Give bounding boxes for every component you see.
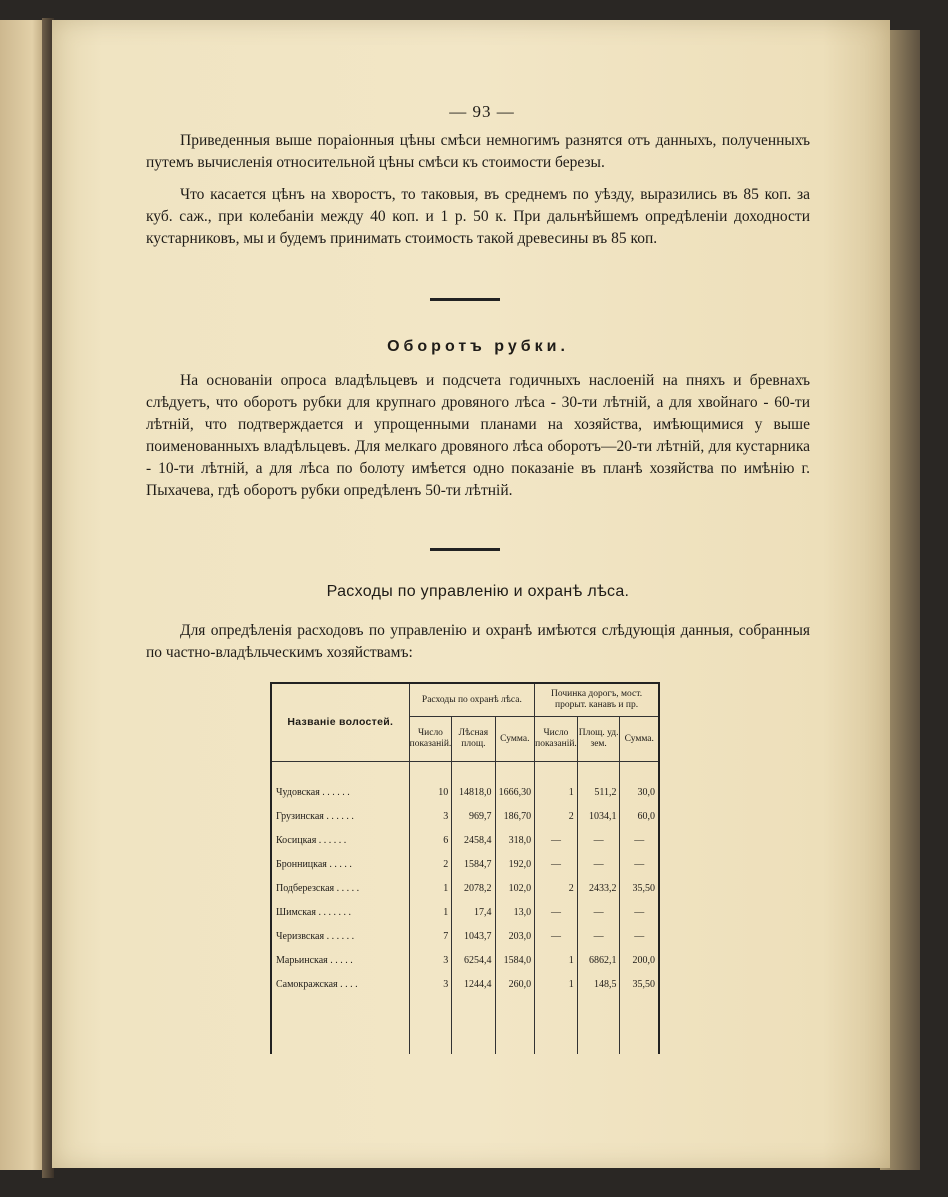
header-count-1: Число показаній. (409, 717, 452, 762)
row-sum-1: 1666,30 (495, 780, 535, 804)
row-land-area: 1034,1 (577, 804, 620, 828)
row-count-2: 1 (535, 780, 578, 804)
row-sum-2: 200,0 (620, 948, 659, 972)
section-divider-1 (430, 298, 500, 301)
row-sum-1: 318,0 (495, 828, 535, 852)
row-district-name: Грузинская . . . . . . (276, 810, 354, 822)
table-row (271, 972, 659, 996)
row-sum-2: — (620, 900, 659, 924)
header-sum-2: Сумма. (620, 717, 659, 762)
row-count-1: 3 (409, 948, 452, 972)
row-count-2: — (535, 924, 578, 948)
row-count-2: 1 (535, 972, 578, 996)
row-sum-2: 35,50 (620, 972, 659, 996)
row-count-1: 6 (409, 828, 452, 852)
table-row (271, 828, 659, 852)
row-sum-1: 1584,0 (495, 948, 535, 972)
row-district-name: Косицкая . . . . . . (276, 834, 347, 846)
row-count-1: 10 (409, 780, 452, 804)
table-row (271, 852, 659, 876)
table-row (271, 948, 659, 972)
row-count-2: 1 (535, 948, 578, 972)
header-district: Названіе волостей. (271, 683, 409, 762)
row-forest-area: 1244,4 (452, 972, 495, 996)
paragraph-3: На основаніи опроса владѣльцевъ и подсчета годичныхъ наслоеній на пняхъ и бревнахъ слѣдуетъ, что оборотъ рубки для крупнаго дровяного лѣса - 30-ти лѣтній, а для хвойнаго - 60-ти лѣтній, что подтверждается и упрощенными планами на хозяйства, имѣющимися у выше поименованныхъ владѣльцевъ. Для мелкаго дровяного лѣса оборотъ—20-ти лѣтній, для кустарника - 10-ти лѣтній, а для лѣса по болоту имѣется одно показаніе въ планѣ хозяйства по имѣнію г. Пыхачева, гдѣ оборотъ рубки опредѣленъ 50-ти лѣтній. (146, 372, 810, 499)
book-page (52, 20, 890, 1168)
row-count-2: — (535, 900, 578, 924)
row-forest-area: 969,7 (452, 804, 495, 828)
header-group-protection: Расходы по охранѣ лѣса. (409, 683, 535, 717)
row-district-name: Шимская . . . . . . . (276, 906, 351, 918)
row-district-name: Марьинская . . . . . (276, 954, 353, 966)
table-row (271, 876, 659, 900)
row-land-area: 6862,1 (577, 948, 620, 972)
table-row (271, 780, 659, 804)
row-district-name: Чудовская . . . . . . (276, 786, 350, 798)
row-land-area: — (577, 924, 620, 948)
table-row (271, 900, 659, 924)
row-count-1: 2 (409, 852, 452, 876)
row-sum-2: 60,0 (620, 804, 659, 828)
row-sum-1: 13,0 (495, 900, 535, 924)
row-forest-area: 1043,7 (452, 924, 495, 948)
row-land-area: 511,2 (577, 780, 620, 804)
row-forest-area: 6254,4 (452, 948, 495, 972)
row-sum-2: 35,50 (620, 876, 659, 900)
section-divider-2 (430, 548, 500, 551)
header-land-area: Площ. уд. зем. (577, 717, 620, 762)
row-land-area: 2433,2 (577, 876, 620, 900)
row-sum-1: 192,0 (495, 852, 535, 876)
row-count-1: 3 (409, 972, 452, 996)
row-sum-2: — (620, 852, 659, 876)
row-forest-area: 17,4 (452, 900, 495, 924)
page-number: — 93 — (449, 102, 515, 121)
row-count-2: 2 (535, 804, 578, 828)
heading-rotation: Оборотъ рубки. (387, 338, 569, 355)
row-count-2: — (535, 828, 578, 852)
row-forest-area: 2458,4 (452, 828, 495, 852)
row-count-2: — (535, 852, 578, 876)
row-sum-1: 186,70 (495, 804, 535, 828)
header-forest-area: Лѣсная площ. (452, 717, 495, 762)
row-forest-area: 1584,7 (452, 852, 495, 876)
row-count-1: 7 (409, 924, 452, 948)
facing-page-edge (0, 20, 46, 1170)
row-sum-1: 260,0 (495, 972, 535, 996)
row-district-name: Самокражская . . . . (276, 978, 358, 990)
header-sum-1: Сумма. (495, 717, 535, 762)
header-group-repair: Починка дорогъ, мост. прорыт. канавъ и пр. (535, 683, 659, 717)
row-sum-1: 102,0 (495, 876, 535, 900)
row-count-1: 3 (409, 804, 452, 828)
row-land-area: 148,5 (577, 972, 620, 996)
paragraph-2: Что касается цѣнъ на хворостъ, то таковыя, въ среднемъ по уѣзду, выразились въ 85 коп. за куб. саж., при колебаніи между 40 коп. и 1 р. 50 к. При дальнѣйшемъ опредѣленіи доходности кустарниковъ, мы и будемъ принимать стоимость такой древесины въ 85 коп. (146, 186, 810, 247)
row-count-1: 1 (409, 876, 452, 900)
row-count-1: 1 (409, 900, 452, 924)
row-land-area: — (577, 828, 620, 852)
paragraph-1: Приведенныя выше пораіонныя цѣны смѣси немногимъ разнятся отъ данныхъ, полученныхъ путемъ вычисленія относительной цѣны смѣси къ стоимости березы. (146, 132, 810, 171)
row-sum-2: — (620, 924, 659, 948)
table-row (271, 924, 659, 948)
table-row (271, 804, 659, 828)
row-forest-area: 14818,0 (452, 780, 495, 804)
row-count-2: 2 (535, 876, 578, 900)
row-district-name: Бронницкая . . . . . (276, 858, 352, 870)
row-land-area: — (577, 900, 620, 924)
row-sum-1: 203,0 (495, 924, 535, 948)
row-sum-2: — (620, 828, 659, 852)
heading-expenses: Расходы по управленію и охранѣ лѣса. (326, 583, 630, 600)
row-forest-area: 2078,2 (452, 876, 495, 900)
paragraph-4: Для опредѣленія расходовъ по управленію и охранѣ имѣются слѣдующія данныя, собранныя по частно-владѣльческимъ хозяйствамъ: (146, 622, 810, 661)
header-count-2: Число показаній. (535, 717, 578, 762)
row-sum-2: 30,0 (620, 780, 659, 804)
row-district-name: Подберезская . . . . . (276, 882, 360, 894)
row-district-name: Черизвская . . . . . . (276, 930, 355, 942)
row-land-area: — (577, 852, 620, 876)
expenses-table (270, 682, 660, 1054)
